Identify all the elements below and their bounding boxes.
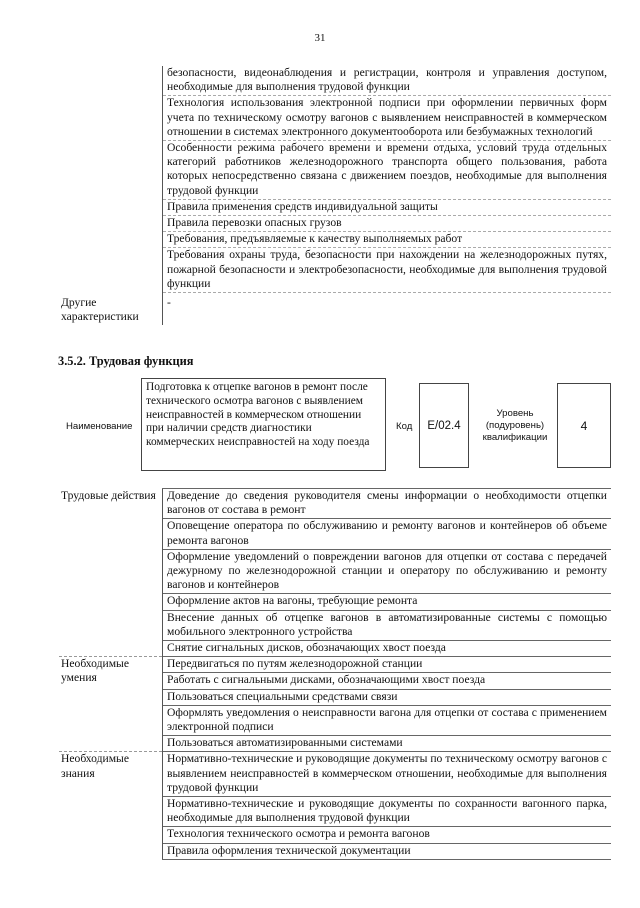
list-item: Внесение данных об отцепке вагонов в автоматизированные системы с помощью мобильного электронного устройства xyxy=(163,610,612,640)
row-label xyxy=(59,141,163,200)
level-box xyxy=(557,383,611,468)
list-item: Пользоваться автоматизированными системами xyxy=(163,736,612,752)
table-row xyxy=(59,752,611,797)
list-item: Нормативно-технические и руководящие документы по сохранности вагонного парка, необходимые для выполнения трудовой функции xyxy=(163,797,612,827)
code-label: Код xyxy=(396,421,413,432)
function-name-box: Подготовка к отцепке вагонов в ремонт после технического осмотра вагонов с выявлением неисправностей в коммерческом отношении при наличии средств диагностики коммерческих неисправностей на ходу поезда xyxy=(141,378,386,471)
list-item: Технология технического осмотра и ремонта вагонов xyxy=(163,827,612,843)
row-text: Правила перевозки опасных грузов xyxy=(163,216,612,232)
level-value: 4 xyxy=(580,418,588,433)
level-label: Уровень (подуровень) квалификации xyxy=(482,408,548,443)
row-label xyxy=(59,96,163,141)
row-text: Требования охраны труда, безопасности при нахождении на железнодорожных путях, пожарной безопасности и электробезопасности, необходимые для выполнения трудовой функции xyxy=(163,248,612,293)
required-skills-label: Необходимые умения xyxy=(59,657,163,752)
table-row xyxy=(59,96,611,141)
section-heading: 3.5.2. Трудовая функция xyxy=(58,354,194,368)
list-item: Доведение до сведения руководителя смены информации о необходимости отцепки вагонов от состава в ремонт xyxy=(163,489,612,519)
list-item: Пользоваться специальными средствами связи xyxy=(163,689,612,705)
list-item: Оповещение оператора по обслуживанию и ремонту вагонов и контейнеров об объеме ремонта вагонов xyxy=(163,519,612,549)
list-item: Правила оформления технической документации xyxy=(163,843,612,859)
table-row xyxy=(59,232,611,248)
table-row xyxy=(59,199,611,215)
table-row xyxy=(59,66,611,96)
table-row xyxy=(59,293,611,325)
row-text: Особенности режима рабочего времени и времени отдыха, условий труда отдельных категорий работников железнодорожного транспорта общего пользования, работа которых непосредственно связана с движением поездов, необходимые для выполнения трудовой функции xyxy=(163,141,612,200)
table-row xyxy=(59,489,611,519)
list-item: Работать с сигнальными дисками, обозначающими хвост поезда xyxy=(163,673,612,689)
row-text: безопасности, видеонаблюдения и регистрации, контроля и управления доступом, необходимые для выполнения трудовой функции xyxy=(163,66,612,96)
list-item: Нормативно-технические и руководящие документы по техническому осмотру вагонов с выявлением неисправностей в коммерческом отношении, необходимые для выполнения трудовой функции xyxy=(163,752,612,797)
work-actions-label: Трудовые действия xyxy=(61,488,156,502)
list-item: Передвигаться по путям железнодорожной станции xyxy=(163,657,612,673)
row-text: Правила применения средств индивидуальной защиты xyxy=(163,199,612,215)
page-number: 31 xyxy=(314,32,326,44)
row-label xyxy=(59,248,163,293)
list-item: Оформление актов на вагоны, требующие ремонта xyxy=(163,594,612,610)
list-item: Оформление уведомлений о повреждении вагонов для отцепки от состава с передачей дежурному по железнодорожной станции и оператору по обслуживанию и ремонту вагонов и контейнеров xyxy=(163,549,612,594)
table-row xyxy=(59,216,611,232)
row-label xyxy=(59,199,163,215)
list-item: Оформлять уведомления о неисправности вагона для отцепки от состава с применением электронной подписи xyxy=(163,705,612,735)
list-item: Снятие сигнальных дисков, обозначающих хвост поезда xyxy=(163,641,612,657)
table-row xyxy=(59,248,611,293)
name-label: Наименование xyxy=(66,421,133,432)
knowledge-continuation-table xyxy=(59,66,611,325)
function-details-table xyxy=(59,488,611,860)
other-characteristics-label: Другие характеристики xyxy=(61,295,139,323)
code-box xyxy=(419,383,469,468)
row-label xyxy=(59,232,163,248)
row-text: Требования, предъявляемые к качеству выполняемых работ xyxy=(163,232,612,248)
table-row xyxy=(59,657,611,673)
other-characteristics-value: - xyxy=(163,293,612,325)
table-row xyxy=(59,141,611,200)
row-label xyxy=(59,66,163,96)
row-label xyxy=(59,216,163,232)
code-value: E/02.4 xyxy=(427,419,461,432)
required-knowledge-label: Необходимые знания xyxy=(59,752,163,859)
row-text: Технология использования электронной подписи при оформлении первичных форм учета по техническому осмотру вагонов с выявлением неисправностей в коммерческом отношении в системах электронного документооборота или безбумажных технологий xyxy=(163,96,612,141)
